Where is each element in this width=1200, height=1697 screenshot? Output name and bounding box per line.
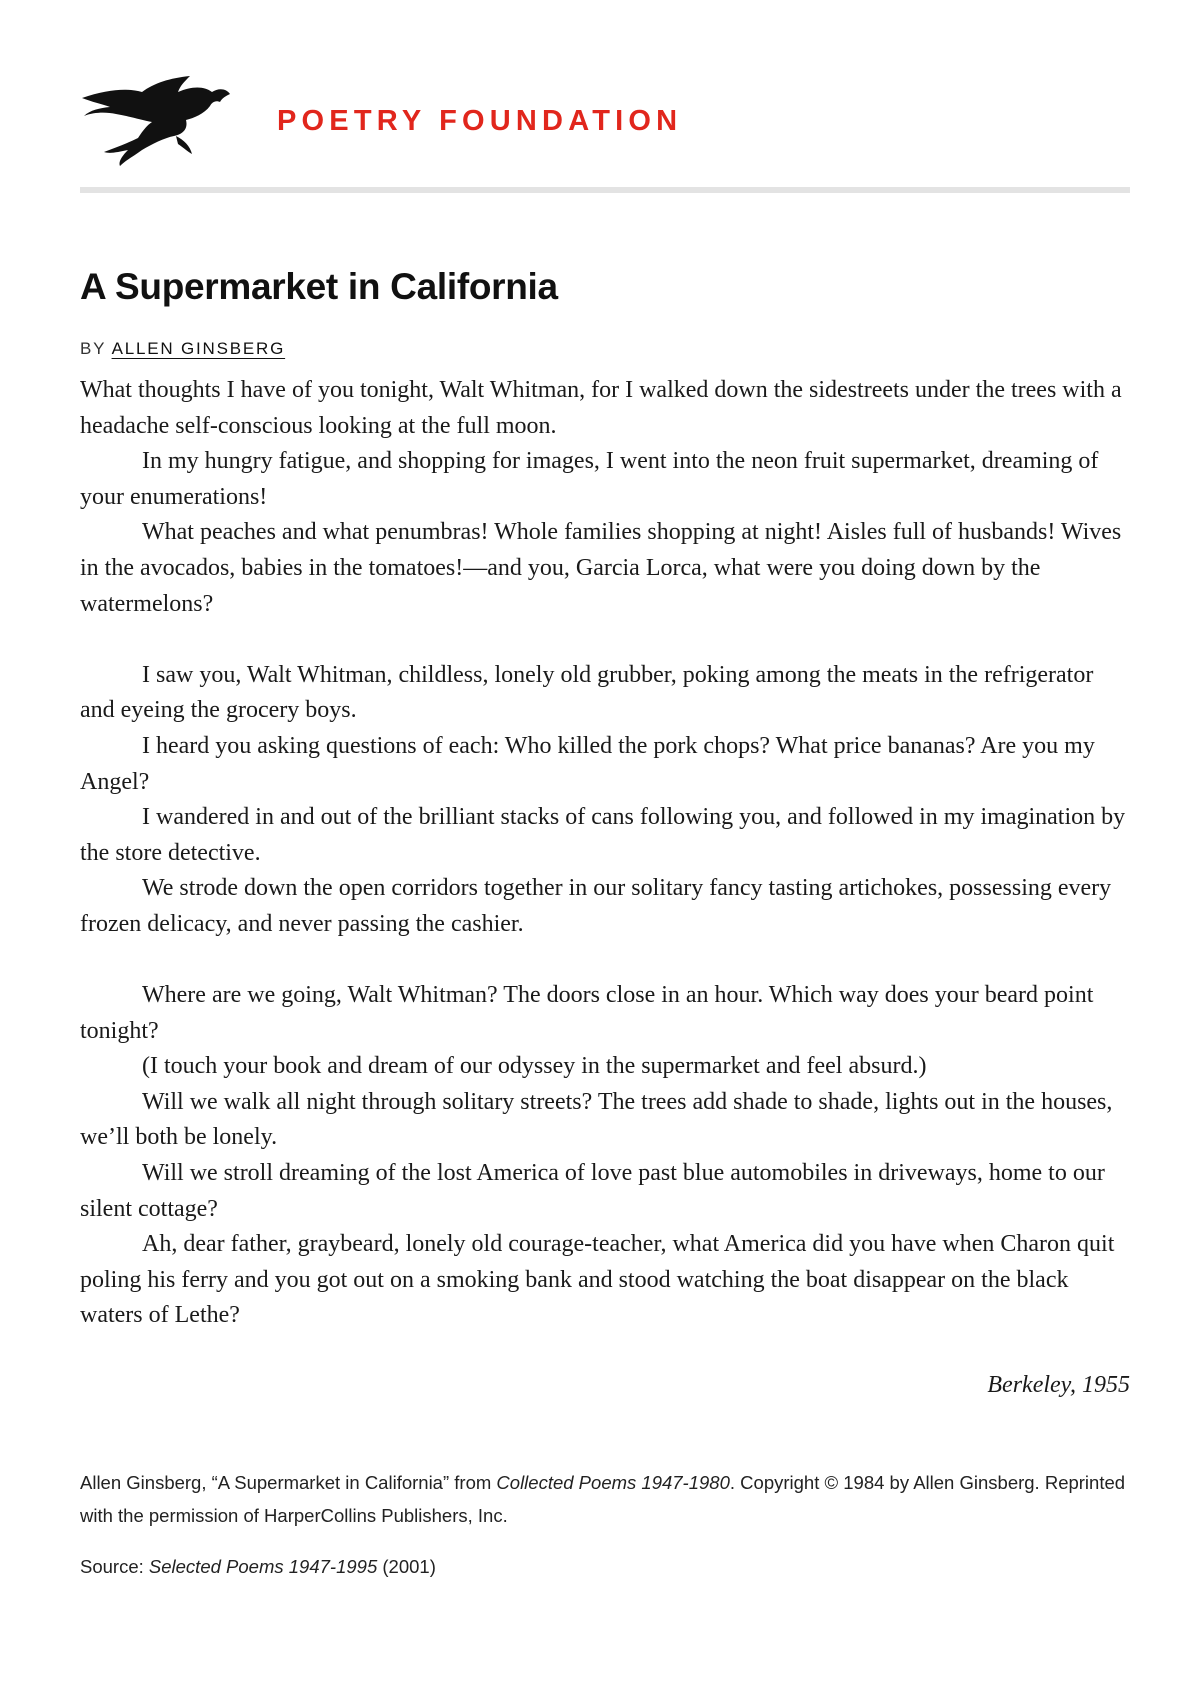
source-note	[80, 1550, 436, 1583]
poem-line: Will we stroll dreaming of the lost America of love past blue automobiles in driveways, home to our silent cottage?	[80, 1160, 1105, 1222]
credit-text: Allen Ginsberg, “A Supermarket in California” from	[80, 1472, 497, 1493]
site-header	[80, 70, 1130, 170]
stanza-break	[80, 622, 1130, 658]
stanza-break	[80, 943, 1130, 979]
credit-book-title: Collected Poems 1947-1980	[496, 1472, 730, 1493]
poem-body	[80, 373, 1130, 1334]
byline	[80, 339, 285, 359]
poem-line: What peaches and what penumbras! Whole families shopping at night! Aisles full of husbands! Wives in the avocados, babies in the tomatoes!—and you, Garcia Lorca, what were you doing down by the watermelons?	[80, 519, 1122, 617]
poem-dateline: Berkeley, 1955	[987, 1372, 1130, 1398]
poem-line: I heard you asking questions of each: Who killed the pork chops? What price bananas? Are you my Angel?	[80, 732, 1095, 795]
poem-line: Ah, dear father, graybeard, lonely old courage-teacher, what America did you have when Charon quit poling his ferry and you got out on a smoking bank and stood watching the boat disappear on the black waters of Lethe?	[80, 1231, 1115, 1329]
author-link[interactable]: ALLEN GINSBERG	[111, 339, 286, 358]
poem-line: I wandered in and out of the brilliant stacks of cans following you, and followed in my imagination by the store detective.	[80, 804, 1126, 866]
poem-line: We strode down the open corridors together in our solitary fancy tasting artichokes, possessing every frozen delicacy, and never passing the cashier.	[80, 875, 1112, 937]
poem-line: In my hungry fatigue, and shopping for images, I went into the neon fruit supermarket, dreaming of your enumerations!	[80, 448, 1099, 510]
brand-name[interactable]: POETRY FOUNDATION	[277, 105, 683, 137]
poem-line: I saw you, Walt Whitman, childless, lonely old grubber, poking among the meats in the refrigerator and eyeing the grocery boys.	[80, 661, 1094, 724]
poem-line: What thoughts I have of you tonight, Walt Whitman, for I walked down the sidestreets under the trees with a headache self-conscious looking at the full moon.	[80, 377, 1122, 439]
source-book-title: Selected Poems 1947-1995	[148, 1556, 378, 1577]
pegasus-logo-icon[interactable]	[80, 74, 235, 169]
poem-title: A Supermarket in California	[80, 266, 558, 307]
poem-line: Where are we going, Walt Whitman? The doors close in an hour. Which way does your beard point tonight?	[80, 982, 1094, 1044]
source-year: (2001)	[377, 1556, 436, 1577]
header-divider	[80, 187, 1130, 193]
source-label: Source:	[80, 1556, 149, 1577]
poem-line: Will we walk all night through solitary streets? The trees add shade to shade, lights out in the houses, we’ll both be lonely.	[80, 1088, 1113, 1151]
byline-label: BY	[80, 339, 106, 358]
poem-line: (I touch your book and dream of our odyssey in the supermarket and feel absurd.)	[142, 1053, 927, 1080]
copyright-credit	[80, 1466, 1130, 1532]
credit-text-rest: . Copyright © 1984 by Allen Ginsberg. Reprinted with the permission of HarperCollins Publishers, Inc.	[80, 1472, 1126, 1526]
